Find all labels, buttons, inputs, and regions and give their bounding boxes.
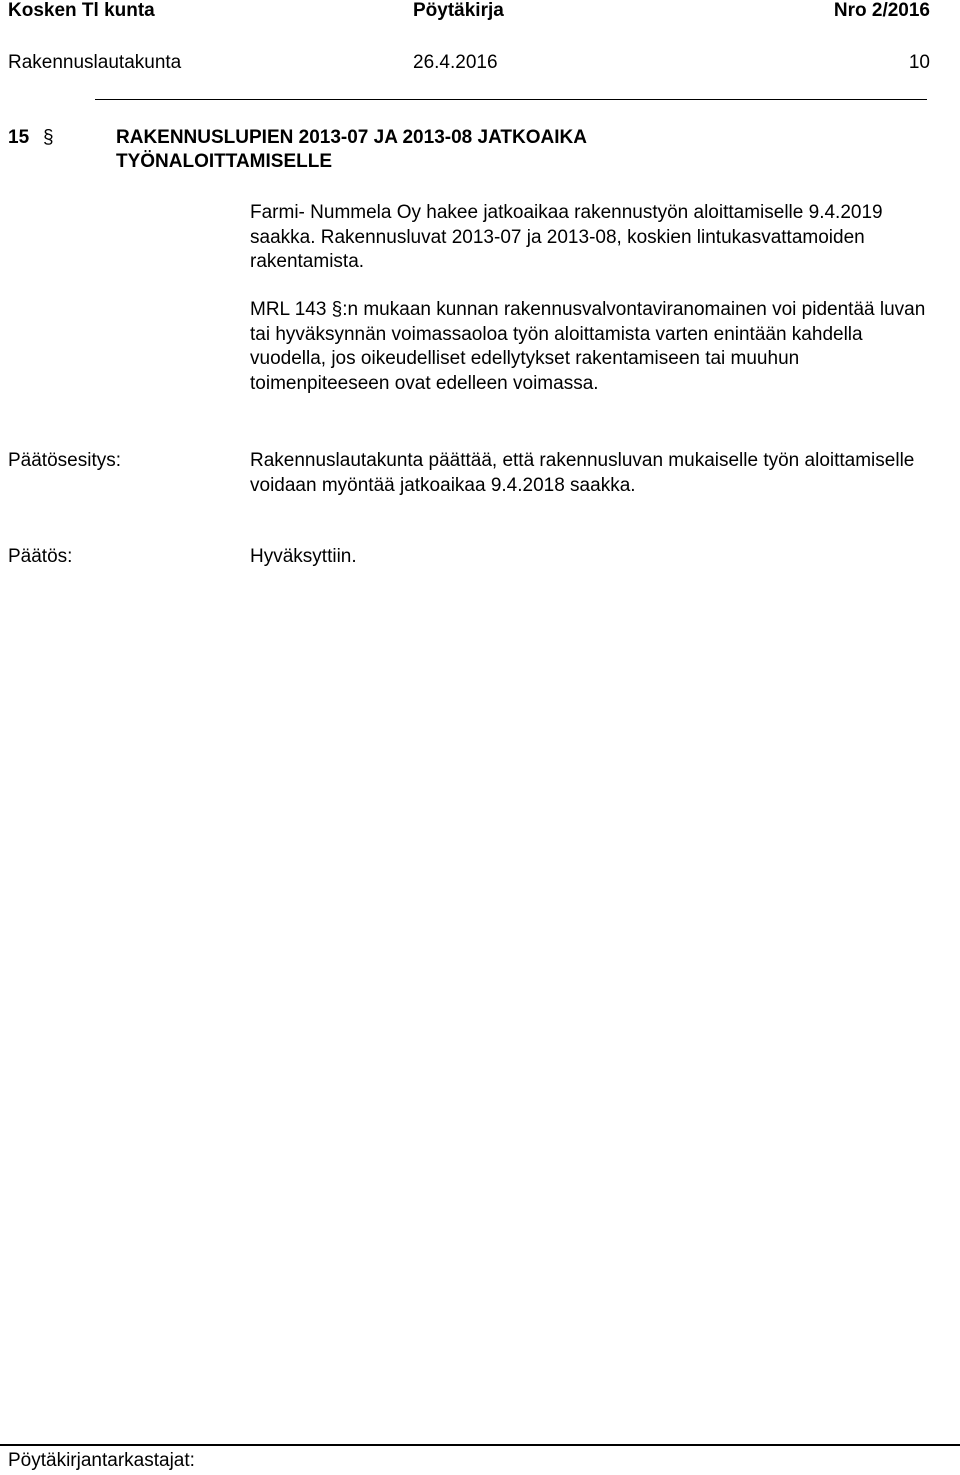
committee-name: Rakennuslautakunta	[8, 52, 182, 73]
document-header	[8, 0, 930, 26]
decision-text: Hyväksyttiin.	[250, 546, 357, 567]
item-title: RAKENNUSLUPIEN 2013-07 JA 2013-08 JATKOAIKA TYÖNALOITTAMISELLE	[116, 127, 587, 172]
page-number: 10	[908, 52, 930, 73]
meeting-date: 26.4.2016	[413, 52, 498, 73]
proposal-text: Rakennuslautakunta päättää, että rakennusluvan mukaiselle työn aloittamiselle voidaan myöntää jatkoaikaa 9.4.2018 saakka.	[250, 450, 915, 496]
application-paragraph: Farmi- Nummela Oy hakee jatkoaikaa rakennustyön aloittamiselle 9.4.2019 saakka. Rakennusluvat 2013-07 ja 2013-08, koskien lintukasvattamoiden rakentamista.	[250, 202, 883, 273]
legal-basis-paragraph: MRL 143 §:n mukaan kunnan rakennusvalvontaviranomainen voi pidentää luvan tai hyväksynnän voimassaoloa työn aloittamista varten enintään kahdella vuodella, jos oikeudelliset edellytykset rakentamiseen tai muuhun toimenpiteeseen ovat edelleen voimassa.	[250, 299, 926, 394]
header-divider	[95, 99, 927, 100]
section-symbol: §	[43, 127, 54, 148]
document-number: Nro 2/2016	[833, 0, 930, 21]
proposal-label: Päätösesitys:	[8, 450, 121, 471]
municipality-name: Kosken Tl kunta	[8, 0, 155, 21]
document-subheader	[8, 52, 930, 78]
item-number: 15	[8, 127, 30, 148]
decision-label: Päätös:	[8, 546, 73, 567]
footer-reviewers-label: Pöytäkirjantarkastajat:	[8, 1450, 195, 1471]
document-type: Pöytäkirja	[413, 0, 504, 21]
footer-divider	[0, 1444, 960, 1446]
